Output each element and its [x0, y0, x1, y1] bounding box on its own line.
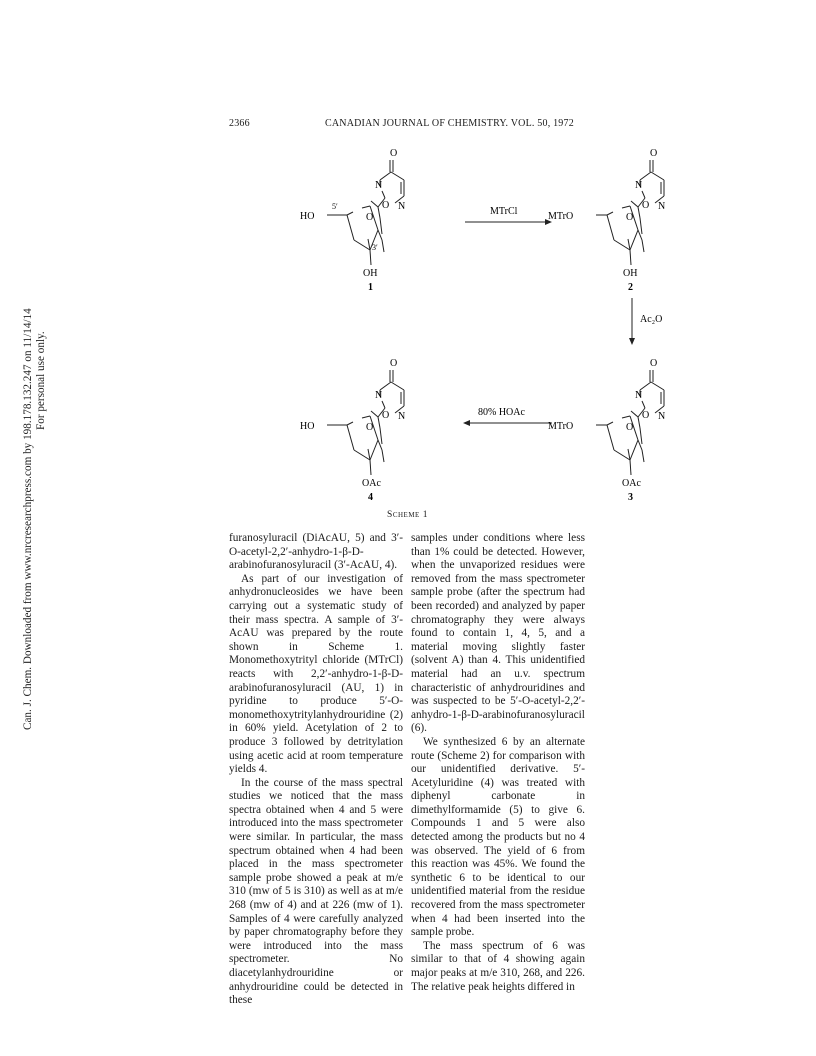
download-notice: [22, 308, 48, 730]
bridge-o-label: O: [642, 200, 650, 211]
five-prime-label: 5′: [332, 202, 338, 211]
mtro-label: MTrO: [548, 421, 574, 432]
ring-o-label: O: [366, 422, 374, 433]
paragraph: We synthesized 6 by an alternate route (Scheme 2) for comparison with our unidentified derivative. 5′-Acetyluridine (4) was treated with diphenyl carbonate in dimethylformamide (5) to give 6. Compounds 1 and 5 were also detected among the products but no 4 was observed. The yield of 6 from this reaction was 45%. We found the synthetic 6 to be identical to our unidentified material from the residue recovered from the mass spectrometer when 4 had been inserted into the sample probe.: [411, 735, 585, 939]
compound-4-structure: [300, 358, 405, 503]
carbonyl-o-label: O: [390, 358, 398, 369]
n1-label: N: [398, 201, 406, 212]
compound-2-number: 2: [628, 282, 633, 293]
carbonyl-o-label: O: [650, 148, 658, 159]
compound-3-number: 3: [628, 492, 633, 503]
oac-label: OAc: [622, 478, 641, 489]
personal-use-notice: For personal use only.: [35, 331, 47, 430]
ring-o-label: O: [626, 212, 634, 223]
compound-3-structure: [548, 358, 665, 503]
three-prime-label: 3′: [372, 243, 378, 252]
carbonyl-o-label: O: [650, 358, 658, 369]
bridge-o-label: O: [642, 410, 650, 421]
n3-label: N: [635, 390, 643, 401]
body-column-right: [411, 532, 585, 994]
n3-label: N: [375, 390, 383, 401]
carbonyl-o-label: O: [390, 148, 398, 159]
n1-label: N: [658, 201, 666, 212]
paragraph: As part of our investigation of anhydronucleosides we have been carrying out a systematic study of their mass spectra. A sample of 3′-AcAU was prepared by the route shown in Scheme 1. Monomethoxytrityl chloride (MTrCl) reacts with 2,2′-anhydro-1-β-D-arabinofuranosyluracil (AU, 1) in pyridine to produce 5′-O-monomethoxytritylanhydrouridine (2) in 60% yield. Acetylation of 2 to produce 3 followed by detritylation using acetic acid at room temperature yields 4.: [229, 572, 403, 776]
n3-label: N: [375, 180, 383, 191]
bridge-o-label: O: [382, 200, 390, 211]
scheme-caption: Scheme 1: [387, 510, 428, 520]
reagent-mtrcl: MTrCl: [490, 206, 518, 217]
arrow-mtrcl: [465, 206, 552, 225]
scheme-1-figure: [300, 140, 690, 520]
oh-label: OH: [623, 268, 638, 279]
reaction-scheme: [300, 140, 690, 510]
oh-label: OH: [363, 268, 378, 279]
hydroxyl-label: HO: [300, 421, 315, 432]
paragraph: samples under conditions where less than 1% could be detected. However, when the unvaporized residues were removed from the mass spectrometer sample probe (after the spectrum had been recorded) and analyzed by paper chromatography they were always found to contain 1, 4, 5, and a material moving slightly faster (solvent A) than 4. This unidentified material had an u.v. spectrum characteristic of anhydrouridines and was suspected to be 5′-O-acetyl-2,2′-anhydro-1-β-D-arabinofuranosyluracil (6).: [411, 532, 585, 735]
compound-1-structure: [300, 148, 405, 293]
reagent-hoac: 80% HOAc: [478, 407, 525, 418]
oac-label: OAc: [362, 478, 381, 489]
n1-label: N: [658, 411, 666, 422]
ring-o-label: O: [626, 422, 634, 433]
mtro-label: MTrO: [548, 211, 574, 222]
n1-label: N: [398, 411, 406, 422]
compound-4-number: 4: [368, 492, 373, 503]
bridge-o-label: O: [382, 410, 390, 421]
ring-o-label: O: [366, 212, 374, 223]
paragraph: furanosyluracil (DiAcAU, 5) and 3′-O-acetyl-2,2′-anhydro-1-β-D-arabinofuranosyluracil (3′-AcAU, 4).: [229, 532, 403, 572]
arrow-ac2o: [629, 298, 662, 345]
download-watermark: [2, 170, 47, 730]
arrow-hoac: [463, 407, 552, 426]
compound-2-structure: [548, 148, 665, 293]
paragraph: The mass spectrum of 6 was similar to that of 4 showing again major peaks at m/e 310, 268, and 226. The relative peak heights differed in: [411, 939, 585, 993]
page-number: 2366: [229, 118, 250, 129]
n3-label: N: [635, 180, 643, 191]
reagent-ac2o: Ac₂O: [640, 314, 663, 325]
journal-title: CANADIAN JOURNAL OF CHEMISTRY. VOL. 50, 1972: [325, 118, 574, 129]
body-column-left: [229, 532, 403, 1008]
hydroxyl-label: HO: [300, 211, 315, 222]
paragraph: In the course of the mass spectral studies we noticed that the mass spectra obtained when 4 and 5 were introduced into the mass spectrometer were similar. In particular, the mass spectrum obtained when 4 had been placed in the mass spectrometer sample probe showed a peak at m/e 310 (mw of 5 is 310) as well as at m/e 268 (mw of 4) and at 226 (mw of 1). Samples of 4 were carefully analyzed by paper chromatography before they were introduced into the mass spectrometer. No diacetylanhydrouridine or anhydrouridine could be detected in these: [229, 776, 403, 1007]
download-notice-line: Can. J. Chem. Downloaded from www.nrcresearchpress.com by 198.178.132.247 on 11/14/14: [22, 308, 34, 730]
compound-1-number: 1: [368, 282, 373, 293]
